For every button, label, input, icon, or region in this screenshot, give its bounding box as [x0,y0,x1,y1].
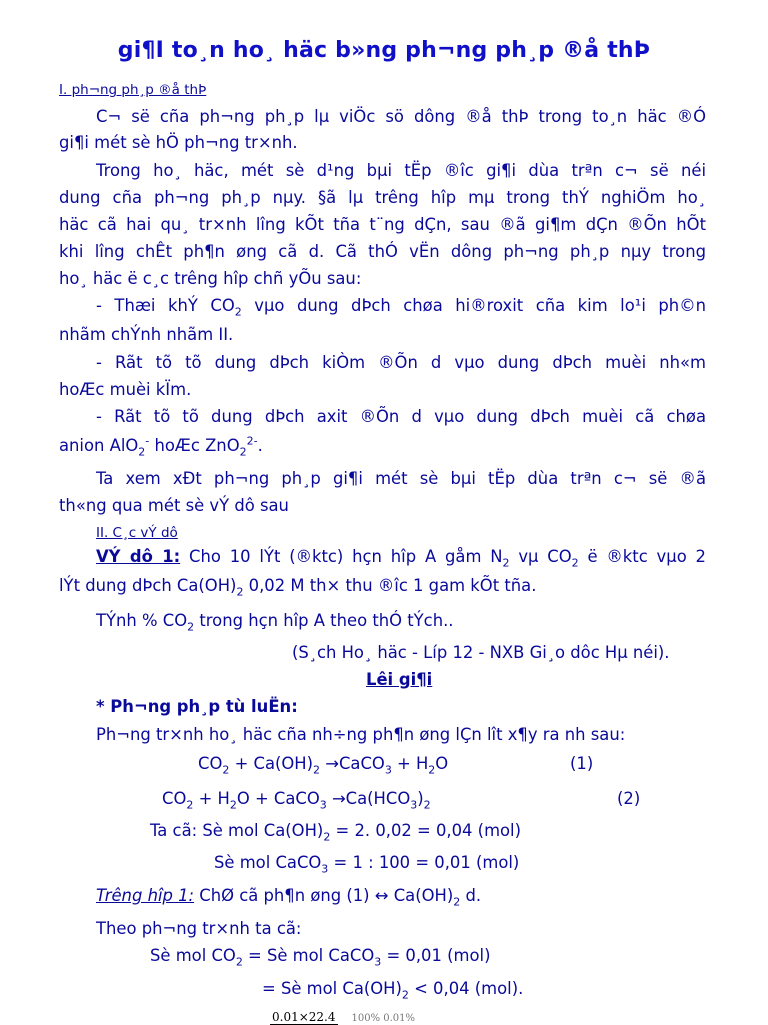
paragraph-2-line-3: häc cã hai qu¸ tr×nh lîng kÕt tña t¨ng dÇn, sau ®ã gi¶m dÇn ®Õn hÕt [59,215,706,234]
bullet-2-line-2: hoÆc muèi kÏm. [59,380,192,399]
example-1-source: (S¸ch Ho¸ häc - Líp 12 - NXB Gi¸o dôc Hµ néi). [292,643,670,662]
case-1-line: Trêng hîp 1: ChØ cã ph¶n øng (1) ↔ $Ca(OH)_2$ d. [96,886,482,909]
bullet-1-line-2: nhãm chÝnh nhãm II. [59,325,234,344]
bullet-1-line-1: - Thæi khÝ $CO_2$ vµo dung dÞch chøa hi®roxit cña kim lo¹i ph©n [96,296,706,319]
example-1-line-3: TÝnh % $CO_2$ trong hçn hîp A theo thÓ tÝch.. [96,611,454,634]
equation-intro: Ph¬ng tr×nh ho¸ häc cña nh÷ng ph¶n øng lÇn lît x¶y ra nh sau: [96,725,626,744]
page-title: gi¶I to¸n ho¸ häc b»ng ph¬ng ph¸p ®å thÞ [117,38,651,63]
paragraph-1-line-2: gi¶i mét sè hÖ ph¬ng tr×nh. [59,133,298,152]
example-1-line-1: VÝ dô 1: Cho 10 lÝt (®ktc) hçn hîp A gåm $N_2$ vµ $CO_2$ ë ®ktc vµo 2 [96,547,706,570]
calc-line-2: Sè mol CaCO$_3$ = 1 : 100 = 0,01 (mol) [214,853,520,876]
paragraph-3-line-2: th«ng qua mét sè vÝ dô sau [59,496,289,515]
paragraph-2-line-5: ho¸ häc ë c¸c trêng hîp chñ yÕu sau: [59,269,362,288]
section-1-heading: I. ph¬ng ph¸p ®å thÞ [59,82,207,98]
paragraph-3-line-1: Ta xem xÐt ph¬ng ph¸p gi¶i mét sè bµi tËp dùa trªn c¬ së ®ã [96,469,706,488]
paragraph-1-line-1: C¬ së cña ph¬ng ph¸p lµ viÖc sö dông ®å thÞ trong to¸n häc ®Ó [96,107,706,126]
calc-line-1: Ta cã: Sè mol $Ca(OH)_2 = 2$. 0,02 = 0,04 (mol) [150,821,522,844]
bullet-3-line-2: anion AlO$_2$- hoÆc ZnO$_2^{2-}$. [59,434,263,459]
paragraph-2-line-2: dung cña ph¬ng ph¸p nµy. §ã lµ trêng hîp mµ trong thÝ nghiÖm ho¸ [59,188,706,207]
example-1-line-2: lÝt dung dÞch $Ca(OH)_2$ 0,02 M th× thu ®îc 1 gam kÕt tña. [59,576,537,599]
fraction-fragment [270,1010,415,1025]
equation-2: $CO_2 + H_2O$ + CaCO$_3$ $\to Ca(HCO_3)_2$ [162,789,431,812]
bullet-2-line-1: - Rãt tõ tõ dung dÞch kiÒm ®Õn d vµo dung dÞch muèi nh«m [96,353,706,372]
fraction-trailing-text: 100% 0.01% [351,1013,416,1024]
equation-1-number: (1) [570,754,594,773]
method-heading: * Ph¬ng ph¸p tù luËn: [96,697,298,716]
solution-heading: Lêi gi¶i [366,670,433,689]
calc-line-3: Sè mol $CO_2$ = Sè mol CaCO$_3$ = 0,01 (mol) [150,946,491,969]
paragraph-2-line-4: khi lîng chÊt ph¶n øng cã d. Cã thÓ vËn dông ph¬ng ph¸p nµy trong [59,242,706,261]
fraction-numerator: 0.01×22.4 [272,1010,336,1024]
bullet-3-line-1: - Rãt tõ tõ dung dÞch axit ®Õn d vµo dung dÞch muèi cã chøa [96,407,706,426]
calc-line-4: = Sè mol $Ca(OH)_2 < 0,04$ (mol). [262,979,524,1002]
section-2-heading: II. C¸c vÝ dô [96,525,178,541]
theo-line: Theo ph¬ng tr×nh ta cã: [96,919,302,938]
equation-1: $CO_2 + Ca(OH)_2$ →CaCO$_3$ + $H_2O$ [198,754,449,777]
paragraph-2-line-1: Trong ho¸ häc, mét sè d¹ng bµi tËp ®îc gi¶i dùa trªn c¬ së néi [96,161,706,180]
equation-2-number: (2) [617,789,641,808]
